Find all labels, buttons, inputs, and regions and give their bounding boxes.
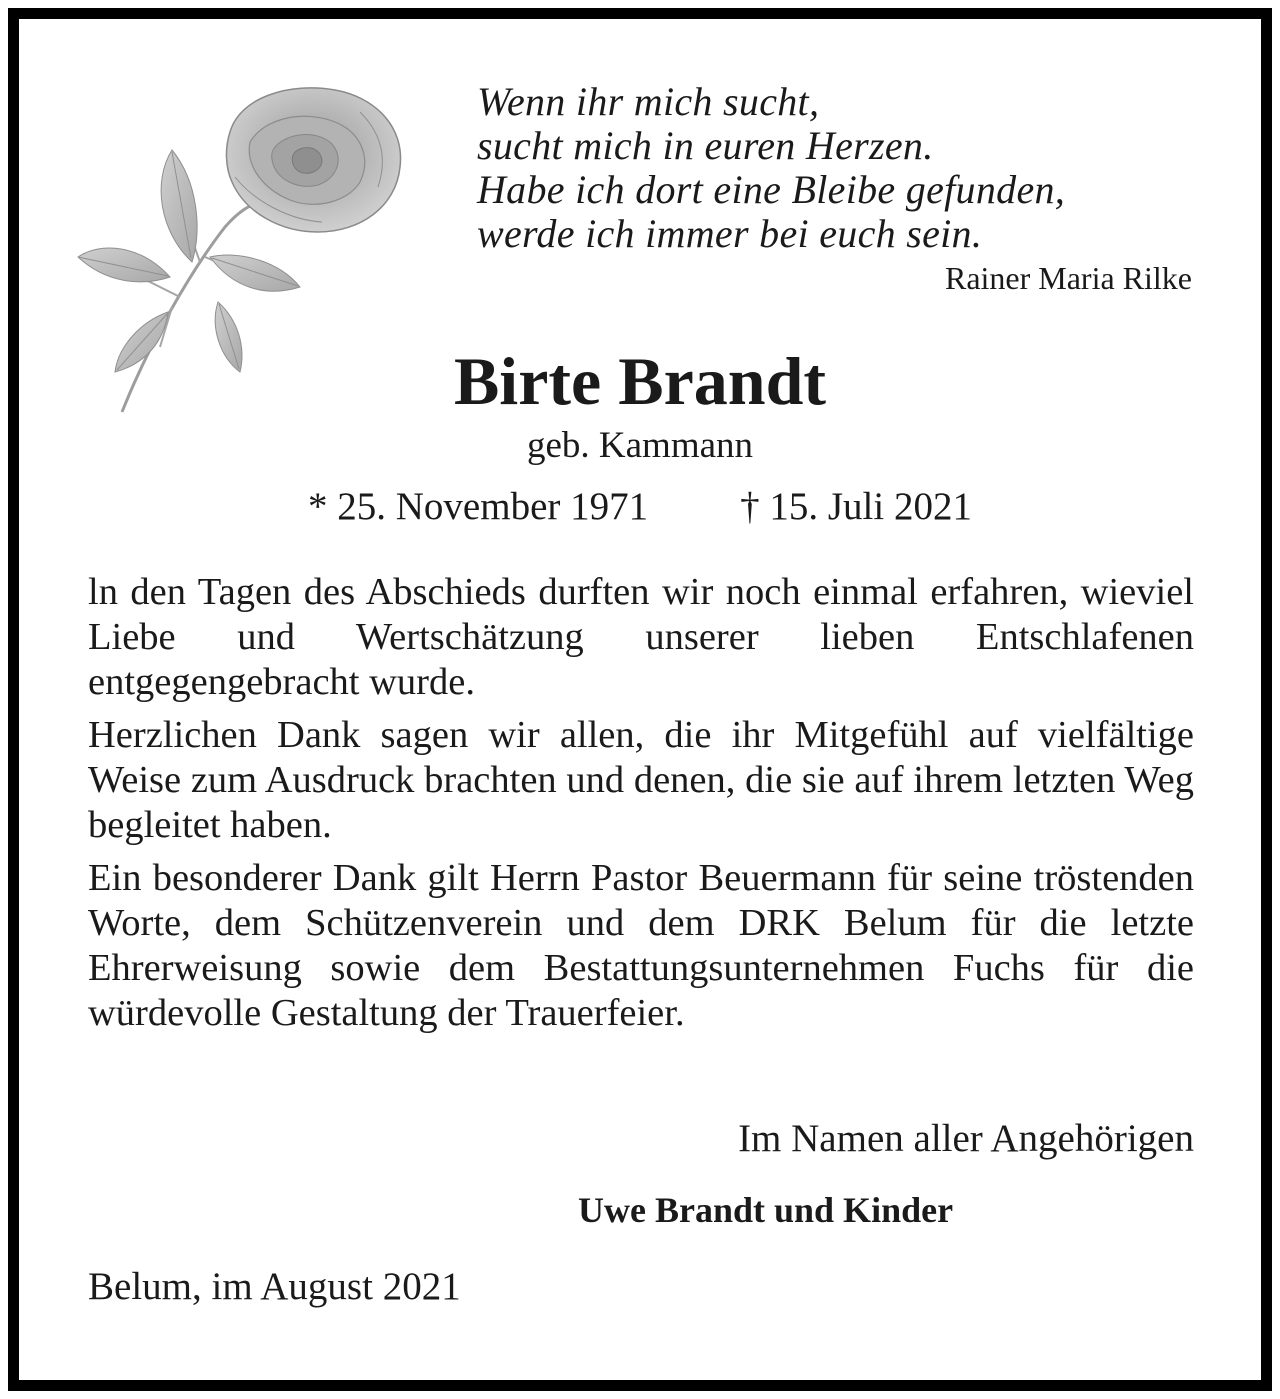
place-date: Belum, im August 2021: [88, 1265, 461, 1308]
paragraph: Ein besonderer Dank gilt Herrn Pastor Beuermann für seine tröstenden Worte, dem Schützenverein und dem DRK Belum für die letzte Ehrerweisung sowie dem Bestattungsunternehmen Fuchs für die würdevolle Gestaltung der Trauerfeier.: [88, 857, 1194, 1034]
birth-date: * 25. November 1971: [308, 485, 649, 528]
deceased-name: Birte Brandt: [453, 343, 827, 419]
poem-line: Wenn ihr mich sucht,: [477, 79, 820, 124]
paragraph: ln den Tagen des Abschieds durften wir noch einmal erfahren, wieviel Liebe und Wertschätzung unserer lieben Entschlafenen entgegengebracht wurde.: [88, 571, 1194, 703]
closing-block: [574, 1114, 1194, 1234]
paragraph: Herzlichen Dank sagen wir allen, die ihr Mitgefühl auf vielfältige Weise zum Ausdruck brachten und denen, die sie auf ihrem letzten Weg begleitet haben.: [88, 714, 1194, 846]
gratitude-text: [88, 570, 1194, 1044]
poem-block: [477, 80, 1197, 298]
maiden-name: geb. Kammann: [526, 425, 754, 466]
poem-line: Habe ich dort eine Bleibe gefunden,: [477, 167, 1066, 212]
poem-line: werde ich immer bei euch sein.: [477, 211, 983, 256]
closing-phrase: Im Namen aller Angehörigen: [738, 1117, 1194, 1160]
poem-line: sucht mich in euren Herzen.: [477, 123, 934, 168]
life-dates: [0, 482, 1280, 532]
death-date: † 15. Juli 2021: [740, 485, 972, 528]
signature: Uwe Brandt und Kinder: [578, 1190, 954, 1230]
poem-author: Rainer Maria Rilke: [944, 260, 1192, 296]
